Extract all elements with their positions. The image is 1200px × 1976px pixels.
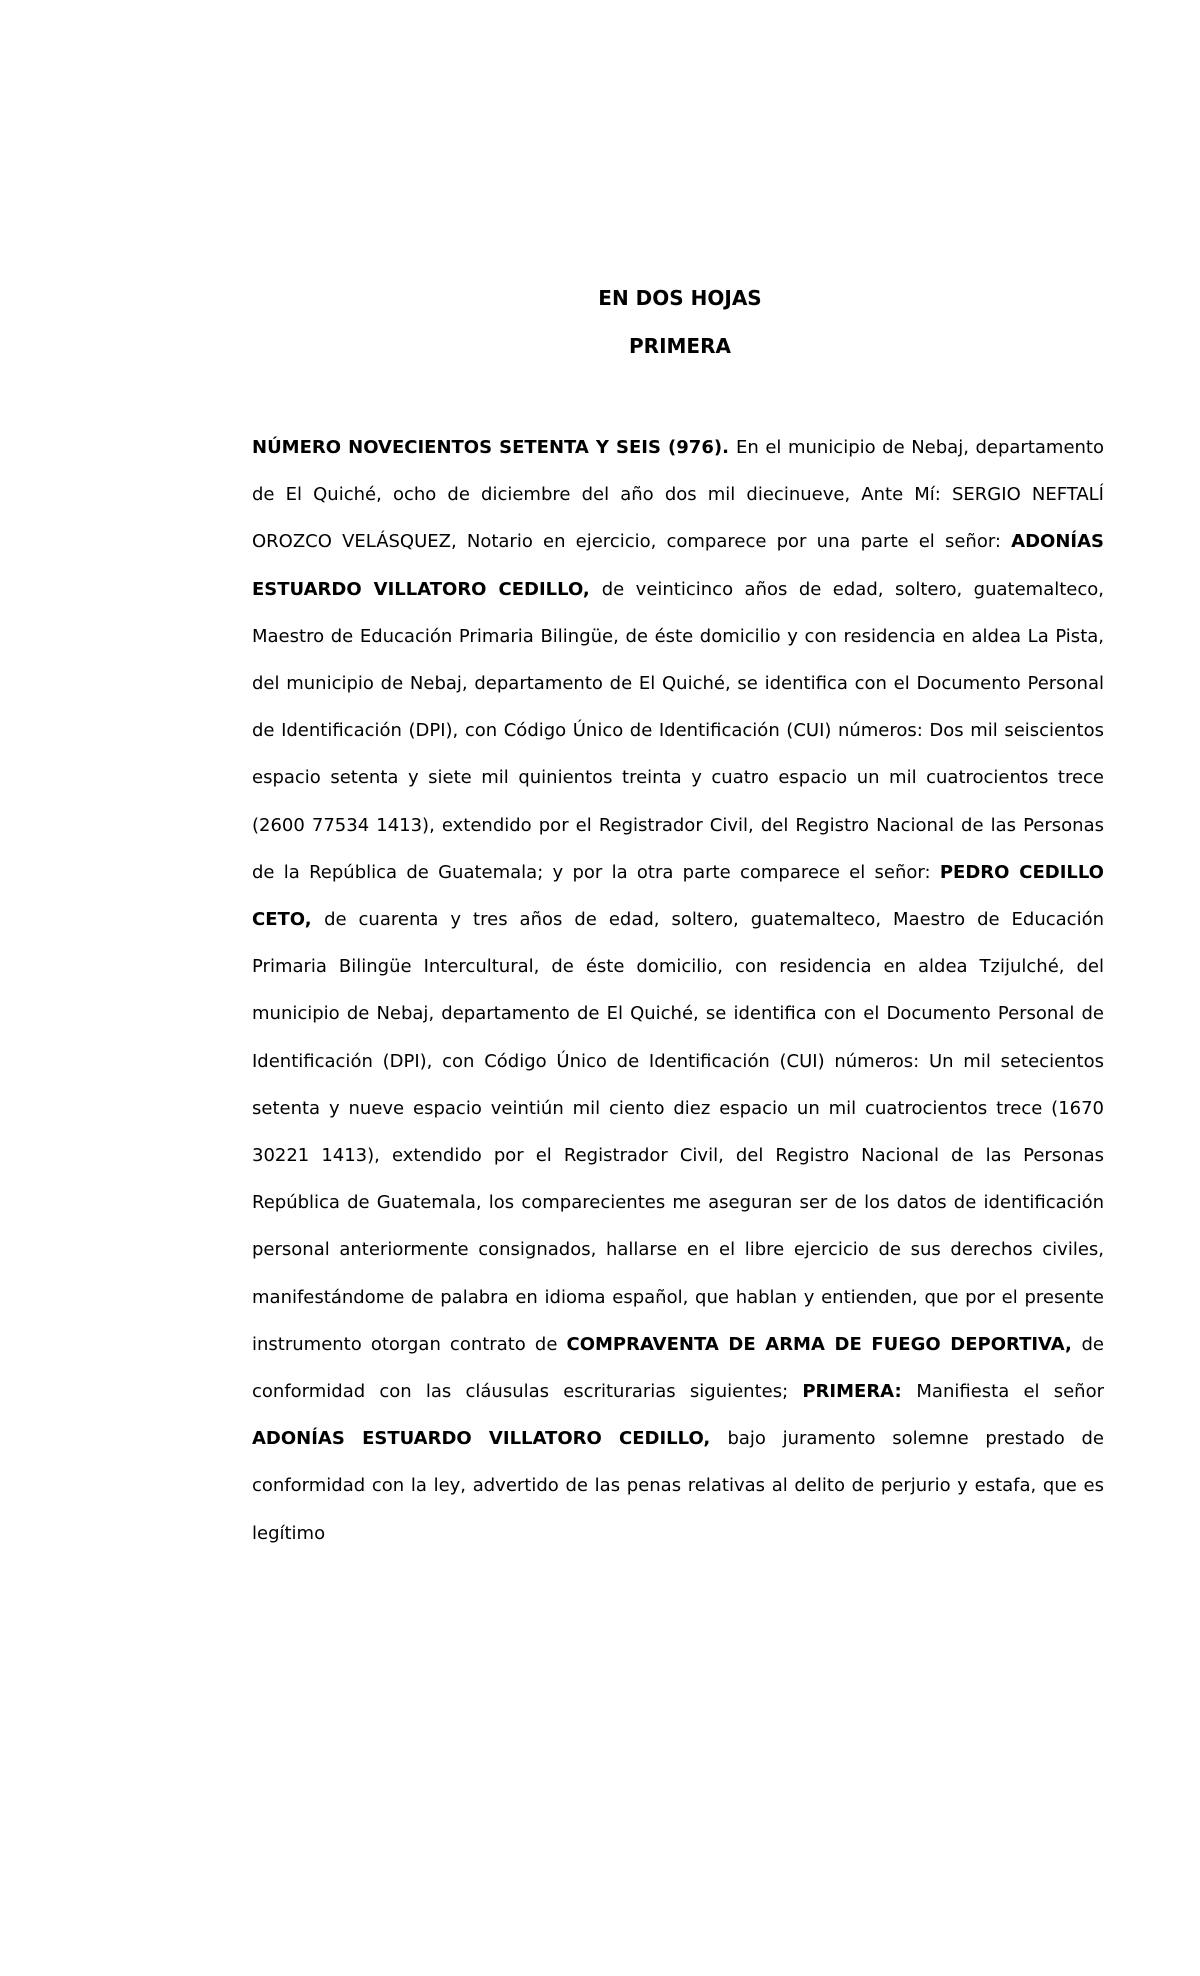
party-one-name: ADONÍAS ESTUARDO VILLATORO CEDILLO, — [252, 531, 1104, 600]
clauses-intro: de conformidad con las cláusulas escriturarias siguientes; — [252, 1333, 1104, 1403]
clause-first-label: PRIMERA: — [802, 1381, 917, 1403]
deed-intro-text: En el municipio de Nebaj, departamento de El Quiché, ocho de diciembre del año dos mil diecinueve, Ante Mí: SERGIO NEFTALÍ OROZCO VELÁSQUEZ, Notario en ejercicio, comparece por una parte el señor: — [252, 437, 1105, 553]
party-one-details: de veinticinco años de edad, soltero, guatemalteco, Maestro de Educación Primaria Bilingüe, de éste domicilio y con residencia en aldea La Pista, del municipio de Nebaj, departamento de El Quiché, se identifica con el Documento Personal de Identificación (DPI), con Código Único de Identificación (CUI) números: Dos mil seiscientos espacio setenta y siete mil quinientos treinta y cuatro espacio un mil cuatrocientos trece (2600 77534 1413), extendido por el Registrador Civil, del Registro Nacional de las Personas de la República de Guatemala; y por la otra parte comparece el señor: — [252, 578, 1104, 883]
party-two-name: PEDRO CEDILLO CETO, — [252, 861, 1104, 931]
clause-first-text: Manifiesta el señor — [916, 1381, 1104, 1403]
clause-first-continuation: bajo juramento solemne prestado de conformidad con la ley, advertido de las penas relativas al delito de perjurio y estafa, que es legítimo — [252, 1428, 1104, 1544]
document-subtitle: PRIMERA — [629, 334, 731, 358]
deed-body-paragraph — [252, 424, 1104, 1557]
party-two-details: de cuarenta y tres años de edad, soltero, guatemalteco, Maestro de Educación Primaria Bilingüe Intercultural, de éste domicilio, con residencia en aldea Tzijulché, del municipio de Nebaj, departamento de El Quiché, se identifica con el Documento Personal de Identificación (DPI), con Código Único de Identificación (CUI) números: Un mil setecientos setenta y nueve espacio veintiún mil ciento diez espacio un mil cuatrocientos trece (1670 30221 1413), extendido por el Registrador Civil, del Registro Nacional de las Personas República de Guatemala, los comparecientes me aseguran ser de los datos de identificación personal anteriormente consignados, hallarse en el libre ejercicio de sus derechos civiles, manifestándome de palabra en idioma español, que hablan y entienden, que por el presente instrumento otorgan contrato de — [252, 909, 1105, 1355]
party-one-name-repeat: ADONÍAS ESTUARDO VILLATORO CEDILLO, — [252, 1428, 728, 1450]
deed-number: NÚMERO NOVECIENTOS SETENTA Y SEIS (976). — [252, 437, 737, 458]
contract-type: COMPRAVENTA DE ARMA DE FUEGO DEPORTIVA, — [566, 1333, 1082, 1355]
document-title: EN DOS HOJAS — [598, 286, 762, 310]
